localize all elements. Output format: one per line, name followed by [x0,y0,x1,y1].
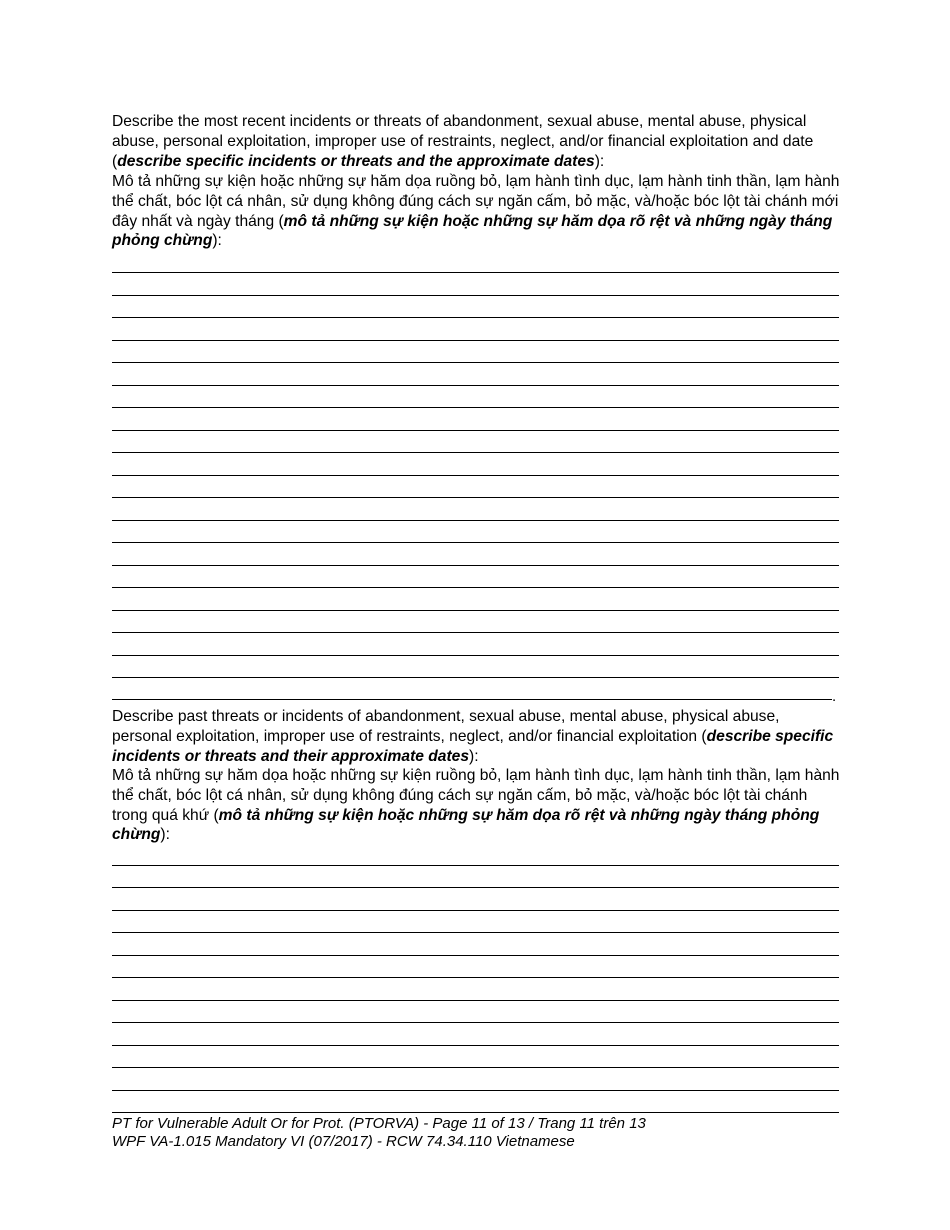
writing-line[interactable] [112,385,839,386]
writing-line[interactable] [112,632,839,633]
writing-line[interactable] [112,295,839,296]
writing-line[interactable] [112,865,839,866]
writing-line[interactable] [112,1022,839,1023]
writing-line[interactable] [112,362,839,363]
writing-line[interactable] [112,430,839,431]
section1-prompt-vi [112,172,842,251]
writing-line[interactable] [112,677,839,678]
writing-line[interactable] [112,955,839,956]
writing-line[interactable] [112,272,839,273]
section2-prompt-en [112,707,842,766]
section2-vi-text: Mô tả những sự hăm dọa hoặc những sự kiện ruồng bỏ, lạm hành tình dục, lạm hành tinh thần, lạm hành thể chất, bóc lột cá nhân, sử dụng không đúng cách sự ngăn cấm, bỏ mặc, và/hoặc bóc lột tài chánh trong quá khứ ( [112,767,840,824]
section1-vi-text: Mô tả những sự kiện hoặc những sự hăm dọa ruồng bỏ, lạm hành tình dục, lạm hành tinh thần, lạm hành thể chất, bóc lột cá nhân, sử dụng không đúng cách sự ngăn cấm, bỏ mặc, và/hoặc bóc lột tài chánh mới đây nhất và ngày tháng ( [112,173,840,230]
writing-line[interactable] [112,407,839,408]
section1-prompt-en [112,112,842,171]
writing-line[interactable] [112,977,839,978]
footer-divider [112,1112,839,1113]
writing-line[interactable] [112,699,832,700]
writing-line[interactable] [112,910,839,911]
writing-line[interactable] [112,542,839,543]
section2-vi-bold: mô tả những sự kiện hoặc những sự hăm dọa rõ rệt và những ngày tháng phỏng chừng [112,806,820,844]
section1-en-end: ): [594,152,605,170]
writing-line[interactable] [112,452,839,453]
writing-line[interactable] [112,475,839,476]
writing-line[interactable] [112,497,839,498]
writing-line[interactable] [112,340,839,341]
section2-vi-end: ): [160,826,170,844]
section2-en-end: ): [469,747,479,765]
section2-prompt-vi [112,766,842,845]
section2-en-text: Describe past threats or incidents of abandonment, sexual abuse, mental abuse, physical abuse, personal exploitation, improper use of restraints, neglect, and/or financial exploitation ( [112,708,780,745]
writing-line[interactable] [112,887,839,888]
writing-line[interactable] [112,565,839,566]
page-footer [112,1115,646,1151]
writing-line[interactable] [112,655,839,656]
section1-en-bold: describe specific incidents or threats and the approximate dates [117,152,595,170]
writing-line[interactable] [112,1045,839,1046]
section1-vi-bold: mô tả những sự kiện hoặc những sự hăm dọa rõ rệt và những ngày tháng phỏng chừng [112,212,833,250]
section1-end-mark: . [832,688,837,705]
writing-line[interactable] [112,1067,839,1068]
section1-en-text: Describe the most recent incidents or threats of abandonment, sexual abuse, mental abuse, physical abuse, personal exploitation, improper use of restraints, neglect, and/or financial exploitation and date ( [112,113,814,170]
writing-line[interactable] [112,610,839,611]
writing-line[interactable] [112,1000,839,1001]
writing-line[interactable] [112,1090,839,1091]
writing-line[interactable] [112,520,839,521]
section2-en-bold: describe specific incidents or threats and their approximate dates [112,727,834,765]
footer-form-title: PT for Vulnerable Adult Or for Prot. (PTORVA) - Page 11 of 13 / Trang 11 trên 13 [112,1115,646,1132]
writing-line[interactable] [112,932,839,933]
section1-vi-end: ): [212,232,222,250]
footer-form-code: WPF VA-1.015 Mandatory VI (07/2017) - RCW 74.34.110 Vietnamese [112,1133,575,1150]
writing-line[interactable] [112,317,839,318]
writing-line[interactable] [112,587,839,588]
